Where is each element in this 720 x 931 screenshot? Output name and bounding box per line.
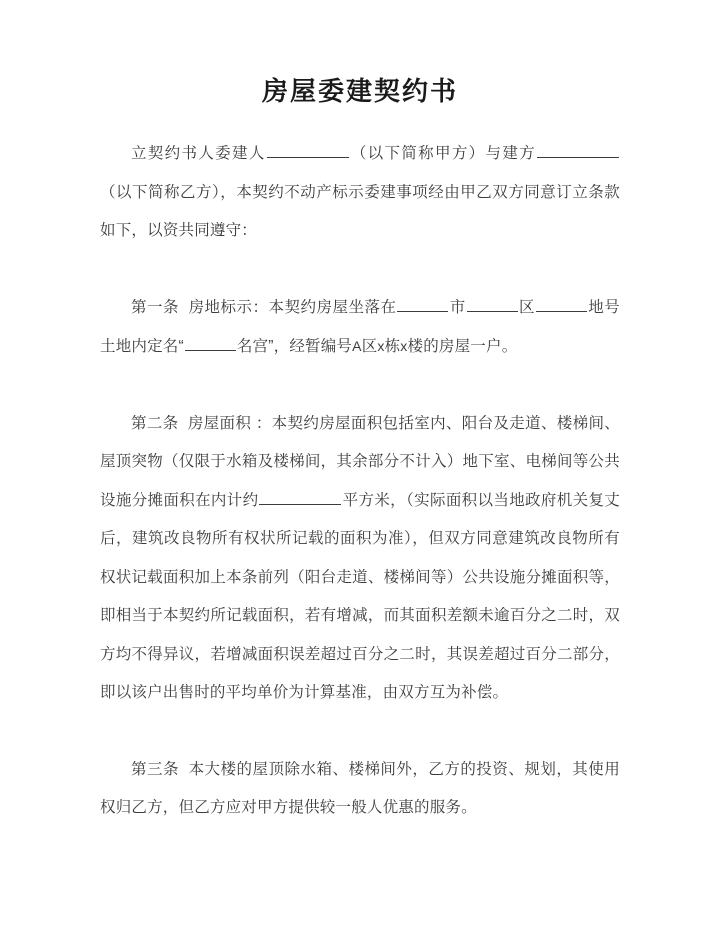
article-1-text-8: 楼的房屋一户。 xyxy=(407,338,518,356)
article-1-text-6: 区 xyxy=(361,338,378,356)
article-3-text-1: 本大楼的屋顶除水箱、楼梯间外，乙方的投资、规划，其使用权归乙方，但乙方应对甲方提供较一般人优惠的服务。 xyxy=(100,760,620,817)
spacer-1 xyxy=(100,251,620,289)
article-1-label: 第一条 xyxy=(131,298,179,316)
page-title: 房屋委建契约书 xyxy=(261,76,458,106)
article-1-floor-var: x xyxy=(400,338,408,355)
article-1-zone-letter: A xyxy=(352,338,362,355)
blank-party-a[interactable] xyxy=(267,142,349,158)
blank-area-sqm[interactable] xyxy=(259,489,341,505)
article-2-heading: 房屋面积 ： xyxy=(187,414,272,432)
blank-party-b[interactable] xyxy=(537,142,619,158)
blank-building-name[interactable] xyxy=(185,335,236,351)
article-2-label: 第二条 xyxy=(131,414,179,432)
spacer-2 xyxy=(100,367,620,405)
article-2-text-1: 本契约房屋面积包括室内、阳台及走道、楼梯间、屋顶突物（仅限于水箱及楼梯间，其余部分不计入）地下室、电梯间等公共设施分摊面积在内计约 xyxy=(100,414,620,509)
article-1-text-5: 名宫”，经暂编号 xyxy=(236,338,353,356)
article-1-building-var: x xyxy=(377,338,385,355)
article-3-label: 第三条 xyxy=(131,760,179,778)
preamble-text-1: 立契约书人委建人 xyxy=(131,145,266,163)
article-1-paragraph xyxy=(100,289,620,367)
article-1-text-1: 本契约房屋坐落在 xyxy=(268,298,397,316)
article-1-text-2: 市 xyxy=(449,298,466,316)
article-3-paragraph xyxy=(100,751,620,828)
article-1-heading: 房地标示： xyxy=(188,298,269,316)
blank-lot-number[interactable] xyxy=(536,296,587,312)
article-1-text-4: 地号土地内定名“ xyxy=(100,298,620,356)
spacer-3 xyxy=(100,713,620,751)
article-1-text-7: 栋 xyxy=(384,338,401,356)
article-2-paragraph xyxy=(100,405,620,713)
article-2-text-2: 平方米，（实际面积以当地政府机关复丈后，建筑改良物所有权状所记载的面积为准），但双方同意建筑改良物所有权状记载面积加上本条前列（阳台走道、楼梯间等）公共设施分摊面积等，即相当于本契约所记载面积，若有增减，而其面积差额未逾百分之二时，双方均不得异议，若增减面积误差超过百分之二时，其误差超过百分二部分，即以该户出售时的平均单价为计算基准，由双方互为补偿。 xyxy=(100,491,620,702)
blank-district[interactable] xyxy=(467,296,518,312)
document-body xyxy=(0,107,720,828)
preamble-paragraph xyxy=(100,135,620,251)
preamble-text-2: （以下简称甲方）与建方 xyxy=(349,145,537,163)
preamble-text-3: （以下简称乙方），本契约不动产标示委建事项经由甲乙双方同意订立条款如下，以资共同遵守： xyxy=(100,183,620,240)
blank-city[interactable] xyxy=(397,296,448,312)
article-1-text-3: 区 xyxy=(518,298,535,316)
